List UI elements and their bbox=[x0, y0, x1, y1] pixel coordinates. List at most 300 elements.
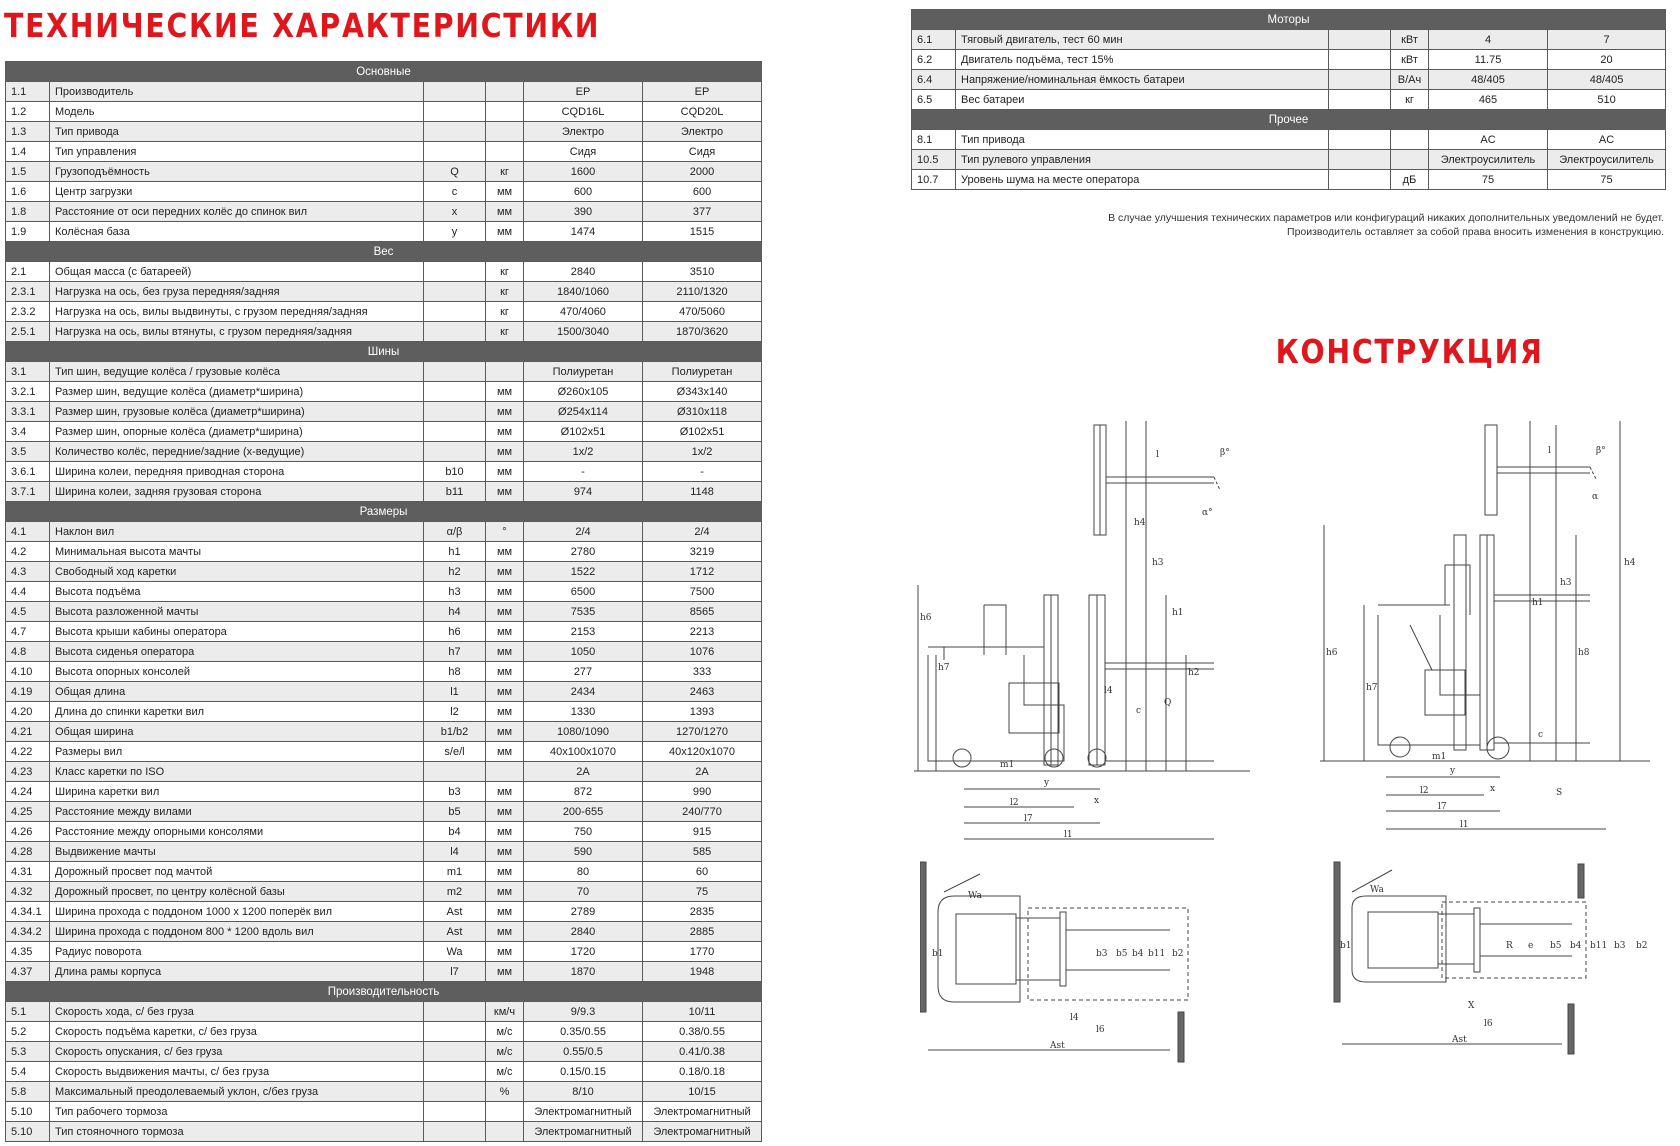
table-row bbox=[6, 222, 762, 242]
section-header bbox=[6, 242, 762, 262]
cell-unit: мм bbox=[486, 702, 524, 722]
top-view-drawing-cqd20l bbox=[1322, 852, 1662, 1072]
cell-v1: 974 bbox=[524, 482, 643, 502]
cell-v1: 9/9.3 bbox=[524, 1002, 643, 1022]
cell-v2: 40x120x1070 bbox=[643, 742, 762, 762]
cell-v2: 1148 bbox=[643, 482, 762, 502]
cell-unit: мм bbox=[486, 682, 524, 702]
cell-sym bbox=[424, 262, 486, 282]
cell-sym: l1 bbox=[424, 682, 486, 702]
cell-sym bbox=[424, 322, 486, 342]
cell-sym: l4 bbox=[424, 842, 486, 862]
cell-sym: h8 bbox=[424, 662, 486, 682]
cell-name: Размер шин, грузовые колёса (диаметр*ширина) bbox=[50, 402, 424, 422]
table-row bbox=[6, 102, 762, 122]
top-left-label-b2: b2 bbox=[1172, 949, 1184, 959]
side-left-label-alpha: α° bbox=[1202, 508, 1213, 518]
cell-sym bbox=[424, 762, 486, 782]
table-row bbox=[6, 182, 762, 202]
cell-sym bbox=[424, 302, 486, 322]
side-left-label-x: x bbox=[1094, 796, 1100, 806]
top-view-drawing-cqd16l bbox=[920, 852, 1196, 1072]
cell-sym bbox=[424, 402, 486, 422]
cell-v1: 6500 bbox=[524, 582, 643, 602]
cell-num: 4.25 bbox=[6, 802, 50, 822]
cell-name: Тип рулевого управления bbox=[956, 150, 1329, 170]
cell-v2: 7 bbox=[1548, 30, 1666, 50]
cell-v2: 240/770 bbox=[643, 802, 762, 822]
cell-v1: 2A bbox=[524, 762, 643, 782]
cell-num: 3.2.1 bbox=[6, 382, 50, 402]
cell-name: Скорость хода, с/ без груза bbox=[50, 1002, 424, 1022]
cell-v1: 1870 bbox=[524, 962, 643, 982]
cell-v1: 2153 bbox=[524, 622, 643, 642]
cell-name: Тяговый двигатель, тест 60 мин bbox=[956, 30, 1329, 50]
cell-v2: 8565 bbox=[643, 602, 762, 622]
cell-sym bbox=[424, 1102, 486, 1122]
cell-unit: м/с bbox=[486, 1042, 524, 1062]
cell-v1: 0.55/0.5 bbox=[524, 1042, 643, 1062]
table-row bbox=[6, 802, 762, 822]
cell-name: Наклон вил bbox=[50, 522, 424, 542]
table-row bbox=[6, 322, 762, 342]
cell-v2: 333 bbox=[643, 662, 762, 682]
cell-v1: - bbox=[524, 462, 643, 482]
table-row bbox=[912, 150, 1666, 170]
cell-v1: 470/4060 bbox=[524, 302, 643, 322]
cell-name: Общая масса (с батареей) bbox=[50, 262, 424, 282]
top-right-label-ast: Ast bbox=[1452, 1035, 1467, 1045]
cell-v2: 915 bbox=[643, 822, 762, 842]
side-right-label-h3: h3 bbox=[1560, 578, 1572, 588]
cell-unit: мм bbox=[486, 782, 524, 802]
cell-num: 1.1 bbox=[6, 82, 50, 102]
cell-sym: h6 bbox=[424, 622, 486, 642]
cell-num: 4.31 bbox=[6, 862, 50, 882]
side-left-label-h6: h6 bbox=[920, 613, 932, 623]
side-left-label-l: l bbox=[1156, 450, 1159, 460]
cell-v2: 2463 bbox=[643, 682, 762, 702]
table-row bbox=[6, 842, 762, 862]
cell-v1: 1330 bbox=[524, 702, 643, 722]
cell-name: Размеры вил bbox=[50, 742, 424, 762]
cell-name: Максимальный преодолеваемый уклон, с/без груза bbox=[50, 1082, 424, 1102]
table-row bbox=[912, 30, 1666, 50]
cell-num: 8.1 bbox=[912, 130, 956, 150]
table-row bbox=[6, 922, 762, 942]
cell-name: Минимальная высота мачты bbox=[50, 542, 424, 562]
cell-name: Дорожный просвет под мачтой bbox=[50, 862, 424, 882]
section-header bbox=[912, 10, 1666, 30]
cell-v1: 600 bbox=[524, 182, 643, 202]
top-left-label-b1: b1 bbox=[932, 949, 944, 959]
top-right-label-wa: Wa bbox=[1370, 885, 1384, 895]
cell-unit: мм bbox=[486, 642, 524, 662]
table-row bbox=[6, 282, 762, 302]
cell-v1: 2789 bbox=[524, 902, 643, 922]
section-title: Размеры bbox=[6, 502, 762, 522]
table-row bbox=[6, 582, 762, 602]
cell-unit: мм bbox=[486, 882, 524, 902]
cell-v1: 2780 bbox=[524, 542, 643, 562]
spec-table-left-body bbox=[6, 62, 762, 1142]
cell-v1: 7535 bbox=[524, 602, 643, 622]
cell-sym bbox=[424, 1082, 486, 1102]
top-left-label-ast: Ast bbox=[1050, 1041, 1065, 1051]
cell-name: Расстояние между вилами bbox=[50, 802, 424, 822]
spec-table-right bbox=[911, 9, 1666, 190]
cell-name: Свободный ход каретки bbox=[50, 562, 424, 582]
cell-unit: ° bbox=[486, 522, 524, 542]
cell-unit: мм bbox=[486, 422, 524, 442]
cell-unit: кВт bbox=[1391, 30, 1429, 50]
cell-v2: 60 bbox=[643, 862, 762, 882]
table-row bbox=[912, 90, 1666, 110]
cell-v2: Электромагнитный bbox=[643, 1102, 762, 1122]
cell-sym: c bbox=[424, 182, 486, 202]
cell-sym: Ast bbox=[424, 902, 486, 922]
cell-v2: 3219 bbox=[643, 542, 762, 562]
cell-name: Тип привода bbox=[50, 122, 424, 142]
cell-v2: 75 bbox=[643, 882, 762, 902]
table-row bbox=[6, 862, 762, 882]
table-row bbox=[6, 722, 762, 742]
spec-table-left bbox=[5, 61, 762, 1142]
table-row bbox=[6, 1042, 762, 1062]
cell-name: Скорость опускания, с/ без груза bbox=[50, 1042, 424, 1062]
cell-sym bbox=[424, 1122, 486, 1142]
cell-unit: мм bbox=[486, 462, 524, 482]
cell-num: 4.24 bbox=[6, 782, 50, 802]
table-row bbox=[6, 302, 762, 322]
cell-v1: 1840/1060 bbox=[524, 282, 643, 302]
disclaimer-line-1: В случае улучшения технических параметров или конфигураций никаких дополнительных уведомлений не будет. bbox=[1108, 212, 1664, 224]
cell-num: 4.28 bbox=[6, 842, 50, 862]
cell-v1: Ø254x114 bbox=[524, 402, 643, 422]
cell-sym bbox=[1329, 90, 1391, 110]
cell-sym: b5 bbox=[424, 802, 486, 822]
cell-name: Высота сиденья оператора bbox=[50, 642, 424, 662]
table-row bbox=[6, 782, 762, 802]
cell-v1: Полиуретан bbox=[524, 362, 643, 382]
table-row bbox=[6, 462, 762, 482]
section-header bbox=[6, 342, 762, 362]
cell-v1: 750 bbox=[524, 822, 643, 842]
cell-unit bbox=[1391, 150, 1429, 170]
cell-name: Высота опорных консолей bbox=[50, 662, 424, 682]
table-row bbox=[6, 942, 762, 962]
table-row bbox=[6, 1002, 762, 1022]
cell-unit: мм bbox=[486, 662, 524, 682]
side-view-drawing-cqd16l bbox=[914, 415, 1254, 845]
cell-num: 1.9 bbox=[6, 222, 50, 242]
cell-num: 3.1 bbox=[6, 362, 50, 382]
side-left-label-q: Q bbox=[1164, 698, 1172, 708]
cell-name: Скорость выдвижения мачты, с/ без груза bbox=[50, 1062, 424, 1082]
cell-v2: Полиуретан bbox=[643, 362, 762, 382]
cell-name: Общая длина bbox=[50, 682, 424, 702]
cell-num: 4.32 bbox=[6, 882, 50, 902]
cell-name: Длина рамы корпуса bbox=[50, 962, 424, 982]
cell-num: 4.10 bbox=[6, 662, 50, 682]
table-row bbox=[6, 1022, 762, 1042]
cell-unit: м/с bbox=[486, 1022, 524, 1042]
side-right-label-h6: h6 bbox=[1326, 648, 1338, 658]
cell-v2: Сидя bbox=[643, 142, 762, 162]
cell-unit: % bbox=[486, 1082, 524, 1102]
cell-num: 4.37 bbox=[6, 962, 50, 982]
cell-v1: 277 bbox=[524, 662, 643, 682]
table-row bbox=[6, 82, 762, 102]
cell-unit: км/ч bbox=[486, 1002, 524, 1022]
cell-v2: 0.38/0.55 bbox=[643, 1022, 762, 1042]
cell-v1: 40x100x1070 bbox=[524, 742, 643, 762]
cell-name: Ширина каретки вил bbox=[50, 782, 424, 802]
side-right-label-l: l bbox=[1548, 446, 1551, 456]
cell-name: Уровень шума на месте оператора bbox=[956, 170, 1329, 190]
cell-name: Ширина прохода с поддоном 800 * 1200 вдоль вил bbox=[50, 922, 424, 942]
cell-name: Высота подъёма bbox=[50, 582, 424, 602]
side-left-label-h4: h4 bbox=[1134, 518, 1146, 528]
top-right-label-b2: b2 bbox=[1636, 941, 1648, 951]
cell-num: 4.34.1 bbox=[6, 902, 50, 922]
cell-sym: h2 bbox=[424, 562, 486, 582]
cell-num: 6.4 bbox=[912, 70, 956, 90]
cell-name: Вес батареи bbox=[956, 90, 1329, 110]
table-row bbox=[6, 1082, 762, 1102]
cell-unit: мм bbox=[486, 582, 524, 602]
cell-sym: b11 bbox=[424, 482, 486, 502]
cell-v1: 1600 bbox=[524, 162, 643, 182]
cell-name: Общая ширина bbox=[50, 722, 424, 742]
cell-v2: 2000 bbox=[643, 162, 762, 182]
cell-unit bbox=[486, 1102, 524, 1122]
cell-unit: мм bbox=[486, 902, 524, 922]
cell-unit: мм bbox=[486, 442, 524, 462]
section-title: Производительность bbox=[6, 982, 762, 1002]
cell-v1: 0.15/0.15 bbox=[524, 1062, 643, 1082]
cell-v2: 1770 bbox=[643, 942, 762, 962]
cell-v2: 585 bbox=[643, 842, 762, 862]
cell-v1: 1x/2 bbox=[524, 442, 643, 462]
table-row bbox=[6, 702, 762, 722]
cell-sym: l7 bbox=[424, 962, 486, 982]
cell-sym bbox=[1329, 70, 1391, 90]
cell-name: Размер шин, ведущие колёса (диаметр*ширина) bbox=[50, 382, 424, 402]
cell-sym bbox=[424, 282, 486, 302]
top-left-label-wa: Wa bbox=[968, 891, 982, 901]
table-row bbox=[6, 362, 762, 382]
cell-v1: 80 bbox=[524, 862, 643, 882]
cell-v2: 48/405 bbox=[1548, 70, 1666, 90]
cell-num: 4.23 bbox=[6, 762, 50, 782]
cell-sym: b4 bbox=[424, 822, 486, 842]
cell-unit: мм bbox=[486, 742, 524, 762]
cell-unit: м/с bbox=[486, 1062, 524, 1082]
cell-sym bbox=[1329, 150, 1391, 170]
side-left-label-h7: h7 bbox=[938, 663, 950, 673]
cell-name: Напряжение/номинальная ёмкость батареи bbox=[956, 70, 1329, 90]
cell-name: Ширина колеи, задняя грузовая сторона bbox=[50, 482, 424, 502]
cell-v1: 2434 bbox=[524, 682, 643, 702]
cell-unit bbox=[486, 1122, 524, 1142]
cell-name: Радиус поворота bbox=[50, 942, 424, 962]
cell-unit: мм bbox=[486, 602, 524, 622]
side-right-label-h4: h4 bbox=[1624, 558, 1636, 568]
cell-v2: 510 bbox=[1548, 90, 1666, 110]
cell-v2: 0.18/0.18 bbox=[643, 1062, 762, 1082]
top-left-label-b5: b5 bbox=[1116, 949, 1128, 959]
table-row bbox=[6, 382, 762, 402]
cell-v1: 1050 bbox=[524, 642, 643, 662]
table-row bbox=[6, 562, 762, 582]
table-row bbox=[6, 742, 762, 762]
cell-v1: 2/4 bbox=[524, 522, 643, 542]
top-right-label-b3: b3 bbox=[1614, 941, 1626, 951]
top-left-label-l6: l6 bbox=[1096, 1025, 1105, 1035]
cell-v2: 377 bbox=[643, 202, 762, 222]
side-view-drawing-cqd20l bbox=[1320, 415, 1660, 845]
cell-num: 4.19 bbox=[6, 682, 50, 702]
cell-name: Центр загрузки bbox=[50, 182, 424, 202]
cell-num: 3.6.1 bbox=[6, 462, 50, 482]
cell-v2: 3510 bbox=[643, 262, 762, 282]
cell-unit: мм bbox=[486, 822, 524, 842]
table-row bbox=[912, 70, 1666, 90]
cell-v2: 2835 bbox=[643, 902, 762, 922]
cell-name: Количество колёс, передние/задние (x-ведущие) bbox=[50, 442, 424, 462]
cell-unit: мм bbox=[486, 622, 524, 642]
cell-v2: Ø102x51 bbox=[643, 422, 762, 442]
cell-unit: дБ bbox=[1391, 170, 1429, 190]
cell-num: 5.4 bbox=[6, 1062, 50, 1082]
table-row bbox=[6, 1102, 762, 1122]
cell-name: Класс каретки по ISO bbox=[50, 762, 424, 782]
side-left-label-y: y bbox=[1044, 778, 1050, 788]
side-right-label-c: c bbox=[1538, 730, 1544, 740]
cell-v2: 1515 bbox=[643, 222, 762, 242]
cell-num: 4.20 bbox=[6, 702, 50, 722]
cell-v2: 75 bbox=[1548, 170, 1666, 190]
table-row bbox=[6, 662, 762, 682]
table-row bbox=[6, 902, 762, 922]
section-title: Прочее bbox=[912, 110, 1666, 130]
side-left-label-c: c bbox=[1136, 706, 1142, 716]
cell-v1: 1080/1090 bbox=[524, 722, 643, 742]
section-title: Основные bbox=[6, 62, 762, 82]
section-title: Моторы bbox=[912, 10, 1666, 30]
cell-unit bbox=[486, 362, 524, 382]
cell-sym bbox=[1329, 50, 1391, 70]
cell-v1: 8/10 bbox=[524, 1082, 643, 1102]
cell-sym: b10 bbox=[424, 462, 486, 482]
table-row bbox=[6, 542, 762, 562]
top-left-label-b3: b3 bbox=[1096, 949, 1108, 959]
cell-name: Высота разложенной мачты bbox=[50, 602, 424, 622]
cell-unit bbox=[486, 762, 524, 782]
side-left-label-l4: l4 bbox=[1104, 686, 1113, 696]
cell-name: Расстояние от оси передних колёс до спинок вил bbox=[50, 202, 424, 222]
cell-v2: 1870/3620 bbox=[643, 322, 762, 342]
side-left-label-h3: h3 bbox=[1152, 558, 1164, 568]
cell-sym: h1 bbox=[424, 542, 486, 562]
cell-sym: h4 bbox=[424, 602, 486, 622]
cell-v2: 10/11 bbox=[643, 1002, 762, 1022]
cell-sym bbox=[424, 422, 486, 442]
cell-sym: m1 bbox=[424, 862, 486, 882]
cell-sym bbox=[424, 442, 486, 462]
cell-num: 5.1 bbox=[6, 1002, 50, 1022]
cell-unit: мм bbox=[486, 962, 524, 982]
cell-unit bbox=[486, 102, 524, 122]
cell-unit: В/Ач bbox=[1391, 70, 1429, 90]
table-row bbox=[6, 602, 762, 622]
cell-v2: 2885 bbox=[643, 922, 762, 942]
cell-v2: Электроусилитель bbox=[1548, 150, 1666, 170]
top-left-label-b11: b11 bbox=[1148, 949, 1166, 959]
cell-v1: 70 bbox=[524, 882, 643, 902]
cell-unit: мм bbox=[486, 382, 524, 402]
table-row bbox=[6, 402, 762, 422]
spec-table-right-body bbox=[912, 10, 1666, 190]
top-right-label-x: X bbox=[1468, 1001, 1475, 1011]
cell-sym: Wa bbox=[424, 942, 486, 962]
cell-unit: мм bbox=[486, 222, 524, 242]
cell-unit bbox=[486, 142, 524, 162]
section-header bbox=[6, 982, 762, 1002]
side-left-label-beta: β° bbox=[1220, 448, 1230, 458]
cell-sym bbox=[424, 142, 486, 162]
cell-sym bbox=[424, 102, 486, 122]
cell-num: 4.4 bbox=[6, 582, 50, 602]
cell-v2: 470/5060 bbox=[643, 302, 762, 322]
cell-num: 2.5.1 bbox=[6, 322, 50, 342]
cell-unit: мм bbox=[486, 802, 524, 822]
cell-v2: 0.41/0.38 bbox=[643, 1042, 762, 1062]
cell-unit: кг bbox=[486, 162, 524, 182]
cell-unit: мм bbox=[486, 862, 524, 882]
cell-sym: h7 bbox=[424, 642, 486, 662]
section-title: Вес bbox=[6, 242, 762, 262]
cell-v1: 1522 bbox=[524, 562, 643, 582]
cell-num: 5.8 bbox=[6, 1082, 50, 1102]
cell-sym: m2 bbox=[424, 882, 486, 902]
cell-v2: AC bbox=[1548, 130, 1666, 150]
cell-sym: s/e/l bbox=[424, 742, 486, 762]
side-right-label-y: y bbox=[1450, 766, 1456, 776]
cell-name: Нагрузка на ось, без груза передняя/задняя bbox=[50, 282, 424, 302]
cell-v1: 48/405 bbox=[1429, 70, 1548, 90]
cell-sym: Q bbox=[424, 162, 486, 182]
cell-v2: 2A bbox=[643, 762, 762, 782]
cell-sym bbox=[424, 122, 486, 142]
side-right-label-l2: l2 bbox=[1420, 786, 1429, 796]
side-right-label-h1: h1 bbox=[1532, 598, 1544, 608]
cell-unit bbox=[486, 82, 524, 102]
cell-v2: 1393 bbox=[643, 702, 762, 722]
cell-v1: Ø260x105 bbox=[524, 382, 643, 402]
cell-v2: 1712 bbox=[643, 562, 762, 582]
cell-unit: кг bbox=[486, 282, 524, 302]
cell-num: 4.34.2 bbox=[6, 922, 50, 942]
cell-num: 6.2 bbox=[912, 50, 956, 70]
cell-v2: 1076 bbox=[643, 642, 762, 662]
section-header bbox=[6, 502, 762, 522]
top-left-label-b4: b4 bbox=[1132, 949, 1144, 959]
cell-v1: 1474 bbox=[524, 222, 643, 242]
cell-name: Производитель bbox=[50, 82, 424, 102]
table-row bbox=[912, 170, 1666, 190]
